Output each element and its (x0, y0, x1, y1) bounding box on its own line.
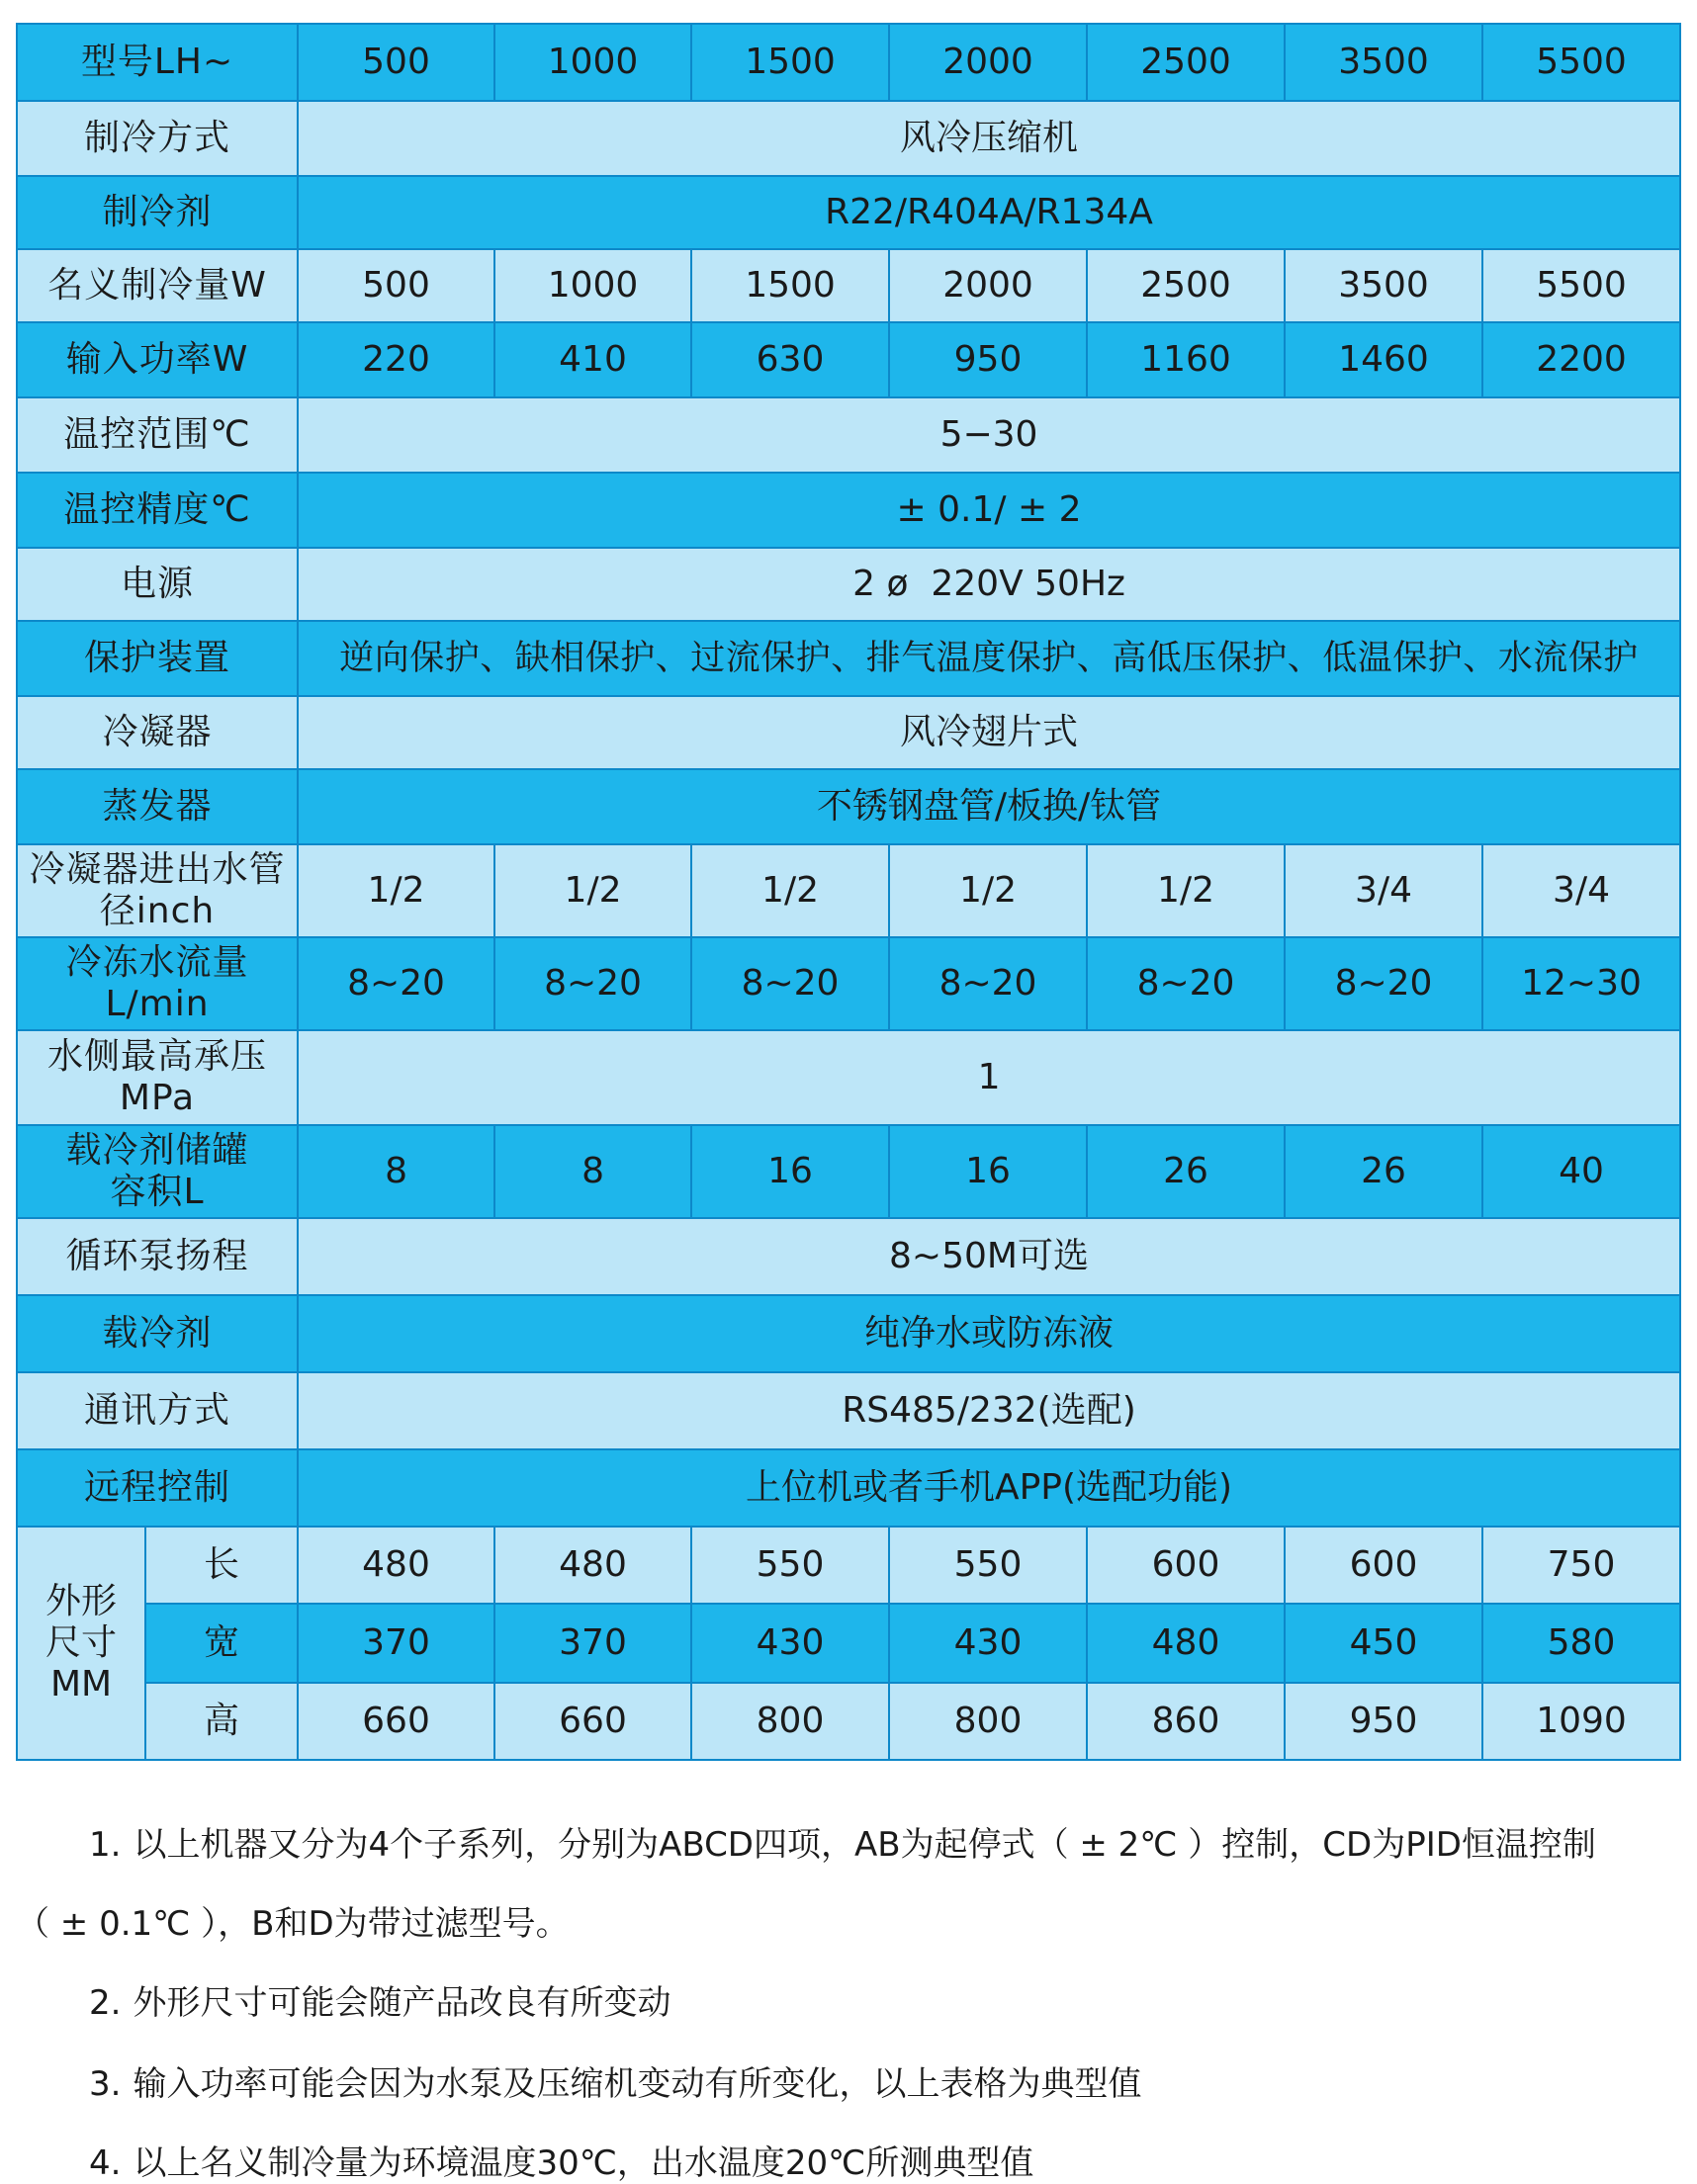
refrigerant-row (17, 176, 1680, 249)
dimension-group-label (17, 1527, 145, 1760)
model-cell: 500 (298, 24, 494, 101)
power-supply-value: 2 ø 220V 50Hz (298, 548, 1680, 621)
dimension-sub-label: 长 (145, 1527, 298, 1604)
table-cell: 3/4 (1285, 844, 1482, 937)
pipe-diameter-row (17, 844, 1680, 937)
note-2 (89, 1975, 670, 2024)
evaporator-row (17, 769, 1680, 844)
spec-table (16, 23, 1681, 1761)
remote-control-value: 上位机或者手机APP(选配功能) (298, 1449, 1680, 1527)
note-text: （ ± 0.1℃ ），B和D为带过滤型号。 (16, 1904, 570, 1944)
table-cell: 8~20 (889, 937, 1087, 1030)
table-cell: 600 (1087, 1527, 1285, 1604)
table-cell: 660 (494, 1683, 691, 1760)
table-cell: 370 (494, 1604, 691, 1683)
dimension-sub-label: 高 (145, 1683, 298, 1760)
tank-volume-row (17, 1125, 1680, 1218)
coolant-row (17, 1295, 1680, 1372)
table-cell: 1460 (1285, 322, 1482, 397)
coolant-value: 纯净水或防冻液 (298, 1295, 1680, 1372)
table-cell: 1500 (691, 249, 889, 322)
model-cell: 1500 (691, 24, 889, 101)
table-cell: 550 (691, 1527, 889, 1604)
note-number: 1. (89, 1825, 122, 1865)
row-label: 制冷方式 (17, 101, 298, 176)
row-label: 载冷剂 (17, 1295, 298, 1372)
table-cell: 660 (298, 1683, 494, 1760)
temp-accuracy-value: ± 0.1/ ± 2 (298, 473, 1680, 548)
table-cell: 2200 (1482, 322, 1680, 397)
table-cell: 8~20 (1285, 937, 1482, 1030)
note-number: 2. (89, 1983, 122, 2023)
condenser-value: 风冷翅片式 (298, 696, 1680, 769)
dimension-length-row (17, 1527, 1680, 1604)
table-cell: 40 (1482, 1125, 1680, 1218)
table-cell: 8~20 (1087, 937, 1285, 1030)
row-label-line: 冷冻水流量 (65, 942, 249, 983)
table-cell: 500 (298, 249, 494, 322)
note-number: 4. (89, 2143, 122, 2183)
pump-head-value: 8~50M可选 (298, 1218, 1680, 1295)
row-label-line: 载冷剂储罐 (65, 1130, 249, 1171)
table-cell: 1/2 (494, 844, 691, 937)
communication-value: RS485/232(选配) (298, 1372, 1680, 1449)
dimension-height-row (17, 1683, 1680, 1760)
row-label-line: 径inch (99, 891, 216, 931)
row-label-line: MPa (119, 1078, 196, 1118)
row-label (17, 1125, 298, 1218)
row-label-line: 冷凝器进出水管 (29, 849, 286, 890)
table-cell: 450 (1285, 1604, 1482, 1683)
note-1 (89, 1817, 1596, 1866)
row-label: 温控范围℃ (17, 397, 298, 473)
note-text: 输入功率可能会因为水泵及压缩机变动有所变化，以上表格为典型值 (133, 2064, 1142, 2104)
table-cell: 8~20 (691, 937, 889, 1030)
chilled-flow-row (17, 937, 1680, 1030)
table-cell: 580 (1482, 1604, 1680, 1683)
table-cell: 12~30 (1482, 937, 1680, 1030)
condenser-row (17, 696, 1680, 769)
row-label: 循环泵扬程 (17, 1218, 298, 1295)
table-cell: 5500 (1482, 249, 1680, 322)
row-label: 温控精度℃ (17, 473, 298, 548)
pump-head-row (17, 1218, 1680, 1295)
table-cell: 2000 (889, 249, 1087, 322)
table-cell: 950 (889, 322, 1087, 397)
table-cell: 3500 (1285, 249, 1482, 322)
temp-range-value: 5−30 (298, 397, 1680, 473)
table-cell: 220 (298, 322, 494, 397)
row-label (17, 937, 298, 1030)
input-power-row (17, 322, 1680, 397)
dimension-group-line: 外形 (45, 1581, 117, 1621)
row-label: 名义制冷量W (17, 249, 298, 322)
table-cell: 8 (494, 1125, 691, 1218)
model-cell: 3500 (1285, 24, 1482, 101)
model-label: 型号LH~ (17, 24, 298, 101)
table-cell: 16 (889, 1125, 1087, 1218)
cooling-method-row (17, 101, 1680, 176)
protection-row (17, 621, 1680, 696)
table-cell: 430 (889, 1604, 1087, 1683)
cooling-method-value: 风冷压缩机 (298, 101, 1680, 176)
table-cell: 750 (1482, 1527, 1680, 1604)
temp-accuracy-row (17, 473, 1680, 548)
row-label: 电源 (17, 548, 298, 621)
model-cell: 2500 (1087, 24, 1285, 101)
row-label-line: L/min (105, 984, 210, 1024)
table-cell: 1/2 (1087, 844, 1285, 937)
table-cell: 480 (298, 1527, 494, 1604)
table-cell: 430 (691, 1604, 889, 1683)
note-text: 以上名义制冷量为环境温度30℃，出水温度20℃所测典型值 (133, 2143, 1034, 2183)
nominal-capacity-row (17, 249, 1680, 322)
table-cell: 800 (691, 1683, 889, 1760)
model-cell: 5500 (1482, 24, 1680, 101)
row-label (17, 1030, 298, 1125)
note-text: 外形尺寸可能会随产品改良有所变动 (133, 1983, 671, 2023)
table-cell: 1/2 (298, 844, 494, 937)
table-cell: 26 (1285, 1125, 1482, 1218)
dimension-width-row (17, 1604, 1680, 1683)
note-text: 以上机器又分为4个子系列，分别为ABCD四项，AB为起停式（ ± 2℃ ）控制，CD为PID恒温控制 (133, 1825, 1596, 1865)
table-cell: 410 (494, 322, 691, 397)
table-cell: 8~20 (298, 937, 494, 1030)
power-supply-row (17, 548, 1680, 621)
row-label: 制冷剂 (17, 176, 298, 249)
table-cell: 8 (298, 1125, 494, 1218)
row-label: 蒸发器 (17, 769, 298, 844)
note-3 (89, 2056, 1141, 2105)
row-label: 远程控制 (17, 1449, 298, 1527)
table-cell: 1160 (1087, 322, 1285, 397)
table-cell: 950 (1285, 1683, 1482, 1760)
max-pressure-row (17, 1030, 1680, 1125)
temp-range-row (17, 397, 1680, 473)
table-cell: 1/2 (889, 844, 1087, 937)
table-cell: 550 (889, 1527, 1087, 1604)
dimension-group-line: 尺寸 (45, 1622, 117, 1663)
communication-row (17, 1372, 1680, 1449)
table-cell: 1090 (1482, 1683, 1680, 1760)
model-row (17, 24, 1680, 101)
note-1-continuation (16, 1896, 570, 1945)
evaporator-value: 不锈钢盘管/板换/钛管 (298, 769, 1680, 844)
table-cell: 8~20 (494, 937, 691, 1030)
row-label-line: 水侧最高承压 (47, 1036, 268, 1077)
table-cell: 16 (691, 1125, 889, 1218)
table-cell: 1/2 (691, 844, 889, 937)
table-cell: 800 (889, 1683, 1087, 1760)
max-pressure-value: 1 (298, 1030, 1680, 1125)
protection-value: 逆向保护、缺相保护、过流保护、排气温度保护、高低压保护、低温保护、水流保护 (298, 621, 1680, 696)
row-label (17, 844, 298, 937)
row-label: 输入功率W (17, 322, 298, 397)
table-cell: 630 (691, 322, 889, 397)
model-cell: 2000 (889, 24, 1087, 101)
table-cell: 480 (494, 1527, 691, 1604)
table-cell: 2500 (1087, 249, 1285, 322)
refrigerant-value: R22/R404A/R134A (298, 176, 1680, 249)
row-label: 通讯方式 (17, 1372, 298, 1449)
row-label-line: 容积L (110, 1172, 205, 1212)
table-cell: 480 (1087, 1604, 1285, 1683)
table-cell: 860 (1087, 1683, 1285, 1760)
table-cell: 600 (1285, 1527, 1482, 1604)
model-cell: 1000 (494, 24, 691, 101)
dimension-sub-label: 宽 (145, 1604, 298, 1683)
note-4 (89, 2136, 1033, 2184)
dimension-group-line: MM (49, 1664, 113, 1704)
row-label: 冷凝器 (17, 696, 298, 769)
table-cell: 1000 (494, 249, 691, 322)
table-cell: 3/4 (1482, 844, 1680, 937)
table-cell: 370 (298, 1604, 494, 1683)
remote-control-row (17, 1449, 1680, 1527)
table-cell: 26 (1087, 1125, 1285, 1218)
note-number: 3. (89, 2064, 122, 2104)
row-label: 保护装置 (17, 621, 298, 696)
